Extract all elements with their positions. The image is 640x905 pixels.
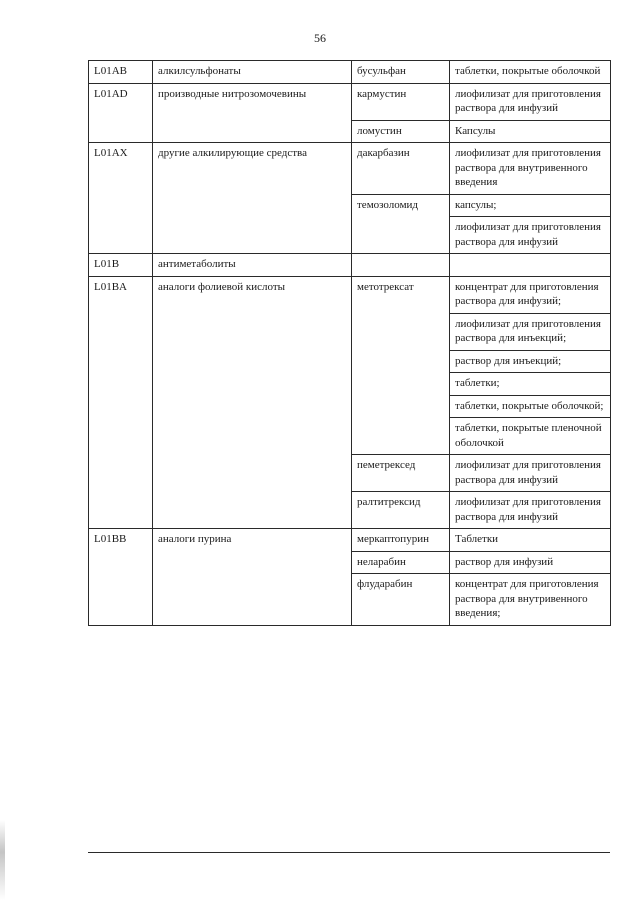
scan-margin-mark — [0, 820, 5, 900]
dosage-form-cell: лиофилизат для приготовления раствора для инфузий — [450, 492, 611, 529]
page-number: 56 — [314, 31, 326, 45]
substance-name-cell: кармустин — [352, 83, 450, 120]
dosage-form-cell: таблетки, покрытые оболочкой — [450, 61, 611, 84]
group-name-cell: производные нитрозомочевины — [153, 83, 352, 143]
table-row — [89, 529, 611, 552]
substance-name-cell: неларабин — [352, 551, 450, 574]
group-name-cell: другие алкилирующие средства — [153, 143, 352, 254]
substance-name-cell: флударабин — [352, 574, 450, 626]
group-name-cell: аналоги фолиевой кислоты — [153, 276, 352, 529]
empty-cell — [352, 254, 450, 277]
table-bottom-edge — [88, 852, 610, 853]
table-row — [89, 61, 611, 84]
dosage-form-cell: таблетки, покрытые оболочкой; — [450, 395, 611, 418]
atc-code-cell: L01BB — [89, 529, 153, 626]
dosage-form-cell: лиофилизат для приготовления раствора для инфузий — [450, 217, 611, 254]
empty-cell — [450, 254, 611, 277]
substance-name-cell: ралтитрексид — [352, 492, 450, 529]
dosage-form-cell: Таблетки — [450, 529, 611, 552]
dosage-form-cell: капсулы; — [450, 194, 611, 217]
substance-name-cell: меркаптопурин — [352, 529, 450, 552]
substance-name-cell: ломустин — [352, 120, 450, 143]
dosage-form-cell: Капсулы — [450, 120, 611, 143]
table-body — [89, 61, 611, 626]
dosage-form-cell: таблетки, покрытые пленочной оболочкой — [450, 418, 611, 455]
group-name-cell: алкилсульфонаты — [153, 61, 352, 84]
dosage-form-cell: концентрат для приготовления раствора для инфузий; — [450, 276, 611, 313]
group-name-cell: антиметаболиты — [153, 254, 352, 277]
atc-code-cell: L01BA — [89, 276, 153, 529]
atc-code-cell: L01AD — [89, 83, 153, 143]
atc-code-cell: L01AB — [89, 61, 153, 84]
substance-name-cell: темозоломид — [352, 194, 450, 254]
atc-code-cell: L01B — [89, 254, 153, 277]
dosage-form-cell: лиофилизат для приготовления раствора для инъекций; — [450, 313, 611, 350]
group-name-cell: аналоги пурина — [153, 529, 352, 626]
substance-name-cell: дакарбазин — [352, 143, 450, 195]
drug-classification-table — [88, 60, 611, 626]
dosage-form-cell: раствор для инъекций; — [450, 350, 611, 373]
dosage-form-cell: концентрат для приготовления раствора для внутривенного введения; — [450, 574, 611, 626]
substance-name-cell: метотрексат — [352, 276, 450, 455]
substance-name-cell: бусульфан — [352, 61, 450, 84]
table-row — [89, 254, 611, 277]
table-row — [89, 276, 611, 313]
dosage-form-cell: раствор для инфузий — [450, 551, 611, 574]
table-row — [89, 83, 611, 120]
substance-name-cell: пеметрексед — [352, 455, 450, 492]
dosage-form-cell: лиофилизат для приготовления раствора для инфузий — [450, 455, 611, 492]
table-row — [89, 143, 611, 195]
dosage-form-cell: лиофилизат для приготовления раствора для внутривенного введения — [450, 143, 611, 195]
dosage-form-cell: лиофилизат для приготовления раствора для инфузий — [450, 83, 611, 120]
atc-code-cell: L01AX — [89, 143, 153, 254]
dosage-form-cell: таблетки; — [450, 373, 611, 396]
